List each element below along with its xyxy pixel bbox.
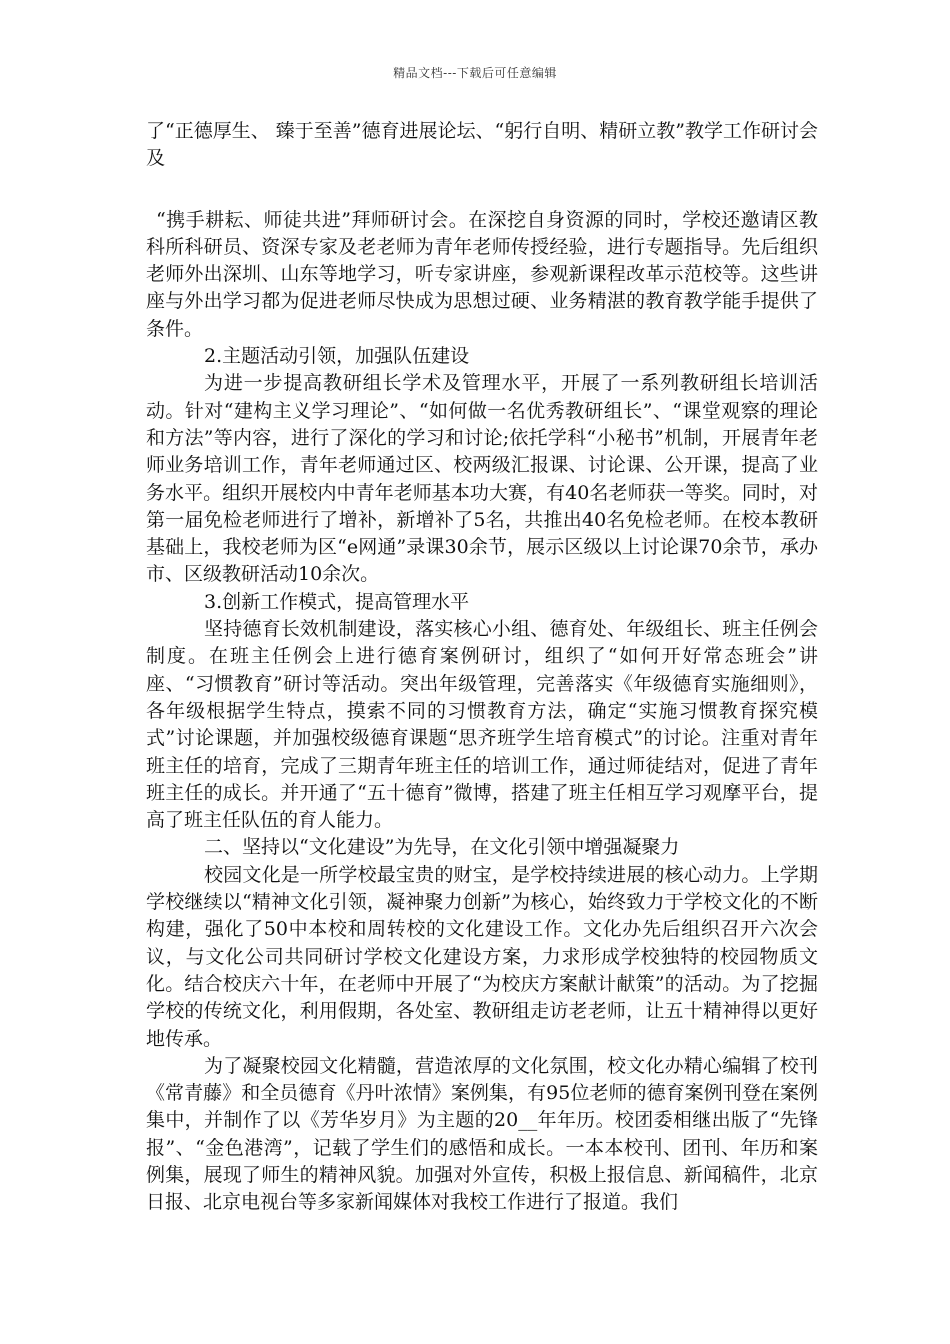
section-heading: 二、坚持以“文化建设”为先导，在文化引领中增强凝聚力 bbox=[204, 836, 680, 859]
document-body bbox=[146, 118, 818, 1217]
page-header: 精品文档---下载后可任意编辑 bbox=[393, 66, 557, 80]
paragraph: 为进一步提高教研组长学术及管理水平，开展了一系列教研组长培训活动。针对“建构主义学习理论”、“如何做一名优秀教研组长”、“课堂观察的理论和方法”等内容，进行了深化的学习和讨论;依托学科“小秘书”机制，开展青年老师业务培训工作，青年老师通过区、校两级汇报课、讨论课、公开课，提高了业务水平。组织开展校内中青年老师基本功大赛，有40名老师获一等奖。同时，对第一届免检老师进行了增补，新增补了5名，共推出40名免检老师。在校本教研基础上，我校老师为区“e网通”录课30余节，展示区级以上讨论课70余节，承办市、区级教研活动10余次。 bbox=[146, 372, 818, 586]
paragraph: 坚持德育长效机制建设，落实核心小组、德育处、年级组长、班主任例会制度。在班主任例会上进行德育案例研讨，组织了“如何开好常态班会”讲座、“习惯教育”研讨等活动。突出年级管理，完善落实《年级德育实施细则》，各年级根据学生特点，摸索不同的习惯教育方法，确定“实施习惯教育探究模式”讨论课题，并加强校级德育课题“思齐班学生培育模式”的讨论。注重对青年班主任的培育，完成了三期青年班主任的培训工作，通过师徒结对，促进了青年班主任的成长。并开通了“五十德育”微博，搭建了班主任相互学习观摩平台，提高了班主任队伍的育人能力。 bbox=[146, 618, 818, 832]
section-heading: 2.主题活动引领，加强队伍建设 bbox=[204, 345, 470, 368]
section-heading: 3.创新工作模式，提高管理水平 bbox=[204, 590, 470, 613]
paragraph: “携手耕耘、师徒共进”拜师研讨会。在深挖自身资源的同时，学校还邀请区教科所科研员、资深专家及老老师为青年老师传授经验，进行专题指导。先后组织老师外出深圳、山东等地学习，听专家讲座，参观新课程改革示范校等。这些讲座与外出学习都为促进老师尽快成为思想过硬、业务精湛的教育教学能手提供了条件。 bbox=[146, 208, 818, 340]
paragraph: 了“正德厚生、 臻于至善”德育进展论坛、“躬行自明、精研立教”教学工作研讨会及 bbox=[146, 120, 818, 170]
paragraph: 为了凝聚校园文化精髓，营造浓厚的文化氛围，校文化办精心编辑了校刊《常青藤》和全员德育《丹叶浓情》案例集，有95位老师的德育案例刊登在案例集中，并制作了以《芳华岁月》为主题的20__年年历。校团委相继出版了“先锋报”、“金色港湾”，记载了学生们的感悟和成长。一本本校刊、团刊、年历和案例集，展现了师生的精神风貌。加强对外宣传，积极上报信息、新闻稿件，北京日报、北京电视台等多家新闻媒体对我校工作进行了报道。我们 bbox=[146, 1054, 818, 1214]
paragraph: 校园文化是一所学校最宝贵的财宝，是学校持续进展的核心动力。上学期学校继续以“精神文化引领，凝神聚力创新”为核心，始终致力于学校文化的不断构建，强化了50中本校和周转校的文化建设工作。文化办先后组织召开六次会议，与文化公司共同研讨学校文化建设方案，力求形成学校独特的校园物质文化。结合校庆六十年，在老师中开展了“为校庆方案献计献策”的活动。为了挖掘学校的传统文化，利用假期，各处室、教研组走访老老师，让五十精神得以更好地传承。 bbox=[146, 863, 818, 1050]
